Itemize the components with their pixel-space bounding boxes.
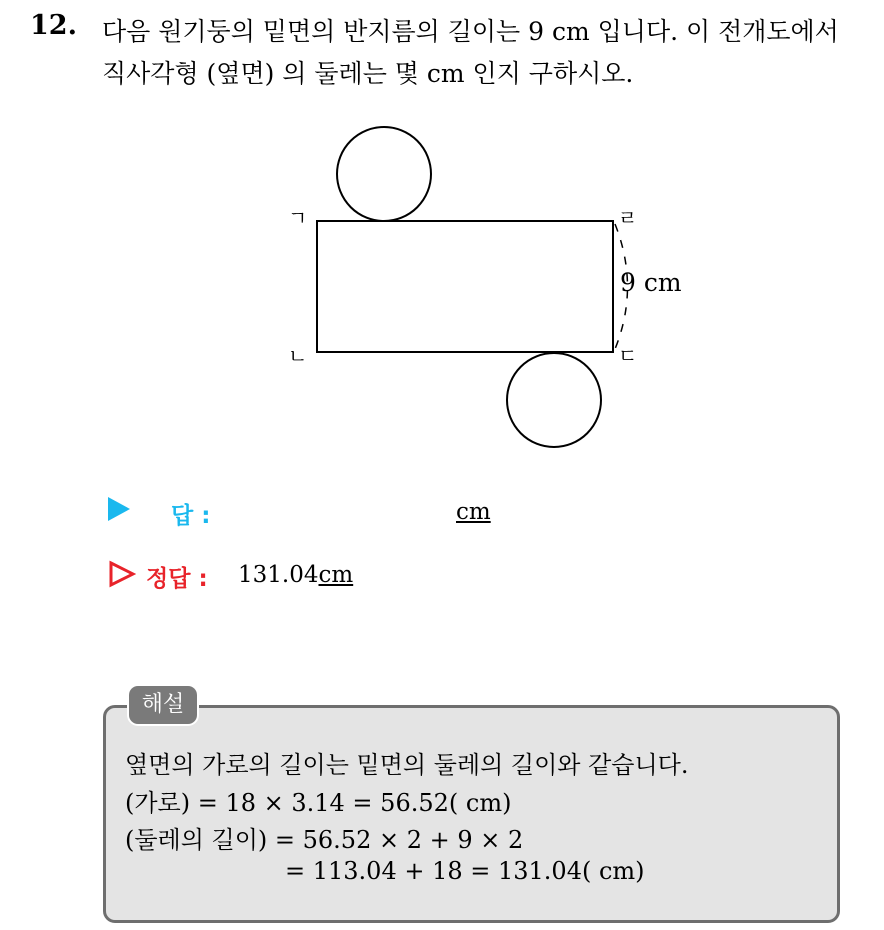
explanation-line2: (가로) = 18 × 3.14 = 56.52( cm) (125, 789, 512, 817)
corner-label-c: ㄷ (618, 344, 638, 368)
corner-label-a: ㄱ (288, 206, 308, 230)
explanation-line1: 옆면의 가로의 길이는 밑면의 둘레의 길이와 같습니다. (125, 751, 689, 779)
question-number: 12. (30, 10, 77, 41)
question-text-line2: 직사각형 (옆면) 의 둘레는 몇 cm 인지 구하시오. (102, 59, 634, 88)
correct-answer-row (108, 560, 354, 592)
dimension-label: 9 cm (620, 268, 682, 297)
correct-value-unit: cm (318, 562, 354, 588)
explanation-tag: 해설 (129, 686, 197, 724)
bottom-base-circle (507, 353, 601, 447)
outline-play-icon (108, 560, 136, 588)
answer-label: 답 : (171, 503, 211, 529)
correct-answer-label: 정답 : (146, 566, 208, 592)
explanation-line4: = 113.04 + 18 = 131.04( cm) (285, 857, 645, 885)
correct-value-number: 131.04 (238, 562, 319, 588)
play-icon (108, 497, 130, 521)
answer-row (108, 497, 491, 529)
correct-answer-value (238, 562, 353, 588)
explanation-line3: (둘레의 길이) = 56.52 × 2 + 9 × 2 (125, 826, 524, 854)
corner-label-d: ㄹ (618, 206, 638, 230)
side-rectangle (317, 221, 613, 352)
answer-unit: cm (456, 499, 491, 525)
top-base-circle (337, 127, 431, 221)
question-text-line1: 다음 원기둥의 밑면의 반지름의 길이는 9 cm 입니다. 이 전개도에서 (102, 17, 839, 46)
corner-label-b: ㄴ (288, 344, 308, 368)
